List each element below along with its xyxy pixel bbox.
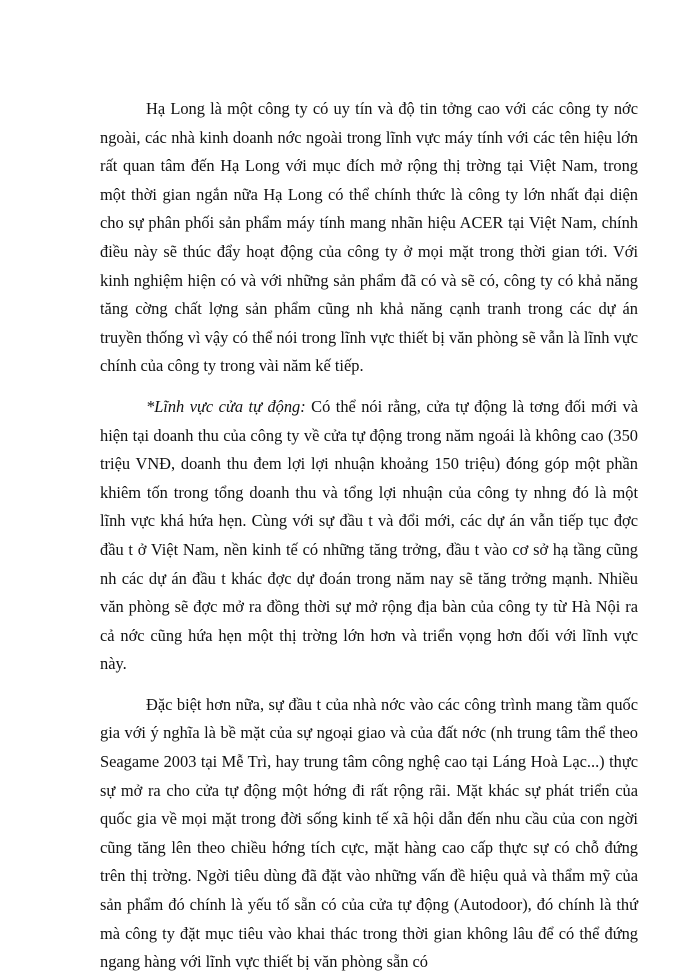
paragraph-state-investment bbox=[100, 691, 638, 977]
paragraph-automatic-doors bbox=[100, 393, 638, 679]
document-page bbox=[100, 95, 638, 977]
section-heading-automatic-doors: *Lĩnh vực cửa tự động: bbox=[146, 396, 306, 416]
paragraph-text: Có thể nói rằng, cửa tự động là tơng đối mới và hiện tại doanh thu của công ty về cửa tự động trong năm ngoái là không cao (350 triệu VNĐ, doanh thu đem lợi lợi nhuận khoảng 150 triệu) đóng góp một phần khiêm tốn trong tổng doanh thu và tổng lợi nhuận của công ty nhng đó là một lĩnh vực khá hứa hẹn. Cùng với sự đầu t và đổi mới, các dự án vẫn tiếp tục đợc đầu t ở Việt Nam, nền kinh tế có những tăng trởng, đầu t vào cơ sở hạ tầng cũng nh các dự án đầu t khác đợc dự đoán trong năm nay sẽ tăng trởng mạnh. Nhiều văn phòng sẽ đợc mở ra đồng thời sự mở rộng địa bàn của công ty từ Hà Nội ra cả nớc cũng hứa hẹn một thị trờng lớn hơn và triển vọng hơn đối với lĩnh vực này. bbox=[100, 396, 638, 674]
paragraph-ha-long-overview bbox=[100, 95, 638, 381]
paragraph-text: Đặc biệt hơn nữa, sự đầu t của nhà nớc vào các công trình mang tầm quốc gia với ý nghĩa là bề mặt của sự ngoại giao và của đất nớc (nh trung tâm thể theo Seagame 2003 tại Mễ Trì, hay trung tâm công nghệ cao tại Láng Hoà Lạc...) thực sự mở ra cho cửa tự động một hớng đi rất rộng rãi. Mặt khác sự phát triển của quốc gia về mọi mặt trong đời sống kinh tế xã hội dẫn đến nhu cầu của con ngời cũng tăng lên theo chiều hớng tích cực, mặt hàng cao cấp thực sự có chỗ đứng trên thị trờng. Ngời tiêu dùng đã đặt vào những vấn đề hiệu quả và thẩm mỹ của sản phẩm đó chính là yếu tố sẵn có của cửa tự động (Autodoor), đó chính là thứ mà công ty đặt mục tiêu vào khai thác trong thời gian không lâu để có thể đứng ngang hàng với lĩnh vực thiết bị văn phòng sẵn có bbox=[100, 694, 638, 972]
paragraph-text: Hạ Long là một công ty có uy tín và độ tin tởng cao với các công ty nớc ngoài, các nhà kinh doanh nớc ngoài trong lĩnh vực máy tính với các tên hiệu lớn rất quan tâm đến Hạ Long với mục đích mở rộng thị trờng tại Việt Nam, trong một thời gian ngắn nữa Hạ Long có thể chính thức là công ty lớn nhất đại diện cho sự phân phối sản phẩm máy tính mang nhãn hiệu ACER tại Việt Nam, chính điều này sẽ thúc đẩy hoạt động của công ty ở mọi mặt trong thời gian tới. Với kinh nghiệm hiện có và với những sản phẩm đã có và sẽ có, công ty có khả năng tăng cờng chất lợng sản phẩm cũng nh khả năng cạnh tranh trong các dự án truyền thống vì vậy có thể nói trong lĩnh vực thiết bị văn phòng sẽ vẫn là lĩnh vực chính của công ty trong vài năm kế tiếp. bbox=[100, 99, 638, 376]
